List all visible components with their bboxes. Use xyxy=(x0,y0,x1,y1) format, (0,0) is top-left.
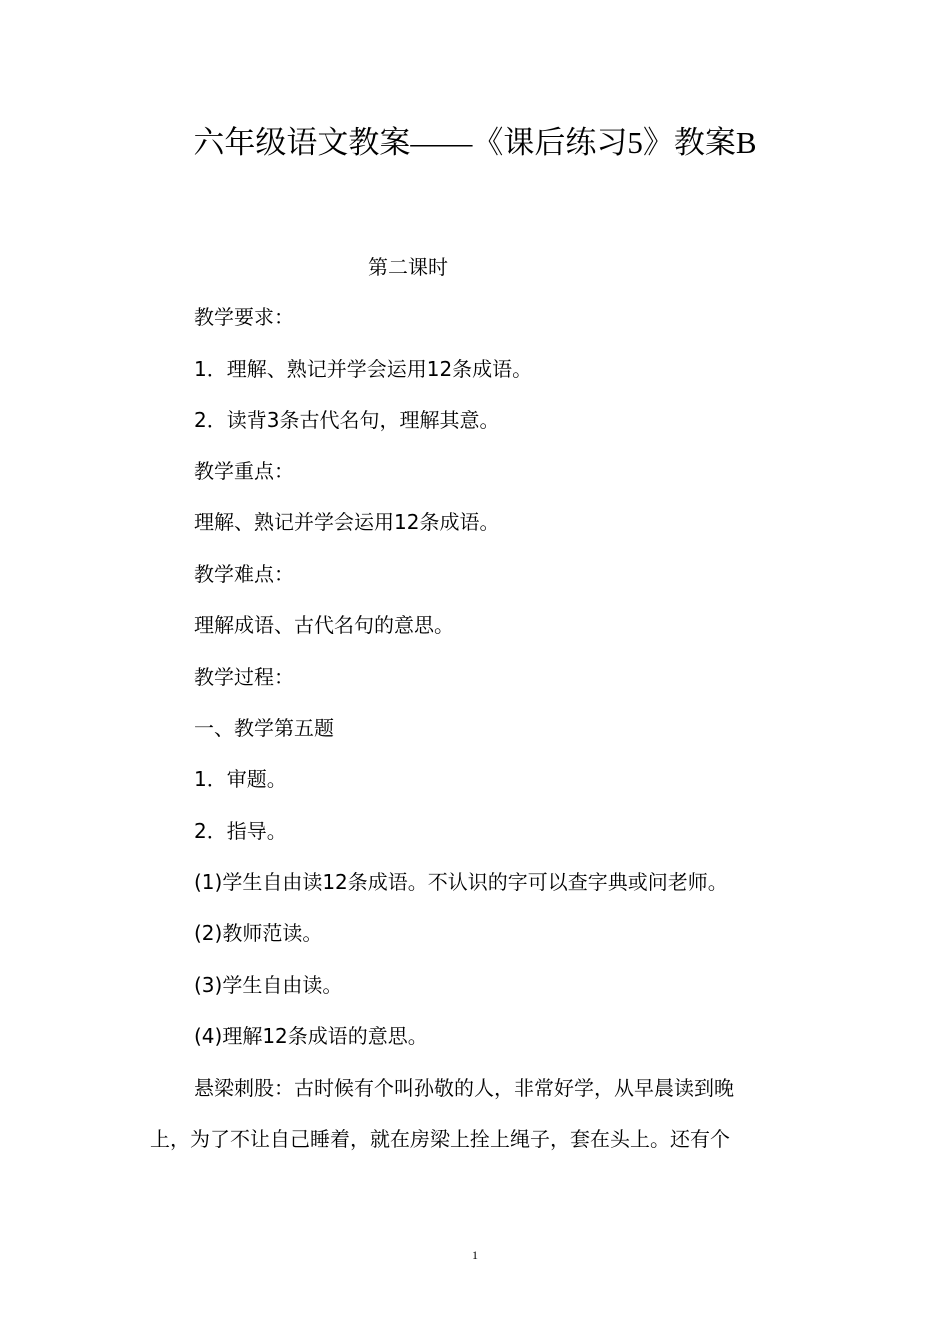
paragraph-requirement-1: 1．理解、熟记并学会运用12条成语。 xyxy=(194,357,533,381)
paragraph-substep-2: (2)教师范读。 xyxy=(194,921,323,945)
paragraph-step-1: 1．审题。 xyxy=(194,767,287,791)
paragraph-idiom-explanation-continued: 上，为了不让自己睡着，就在房梁上拴上绳子，套在头上。还有个 xyxy=(150,1127,730,1151)
paragraph-section-five: 一、教学第五题 xyxy=(194,716,334,740)
paragraph-substep-4: (4)理解12条成语的意思。 xyxy=(194,1024,428,1048)
lesson-subtitle: 第二课时 xyxy=(368,255,448,279)
paragraph-key-points: 理解、熟记并学会运用12条成语。 xyxy=(194,510,500,534)
paragraph-difficulties-heading: 教学难点： xyxy=(194,562,294,586)
paragraph-substep-3: (3)学生自由读。 xyxy=(194,973,343,997)
page-number: 1 xyxy=(472,1248,478,1262)
paragraph-idiom-explanation: 悬梁刺股：古时候有个叫孙敬的人，非常好学，从早晨读到晚 xyxy=(194,1076,734,1100)
paragraph-step-2: 2．指导。 xyxy=(194,819,287,843)
paragraph-requirement-2: 2．读背3条古代名句，理解其意。 xyxy=(194,408,500,432)
document-title: 六年级语文教案——《课后练习5》教案B xyxy=(193,125,757,160)
paragraph-substep-1: (1)学生自由读12条成语。不认识的字可以查字典或问老师。 xyxy=(194,870,728,894)
paragraph-key-points-heading: 教学重点： xyxy=(194,459,294,483)
paragraph-difficulties: 理解成语、古代名句的意思。 xyxy=(194,613,454,637)
paragraph-teaching-requirements-heading: 教学要求： xyxy=(194,305,294,329)
paragraph-process-heading: 教学过程： xyxy=(194,665,294,689)
